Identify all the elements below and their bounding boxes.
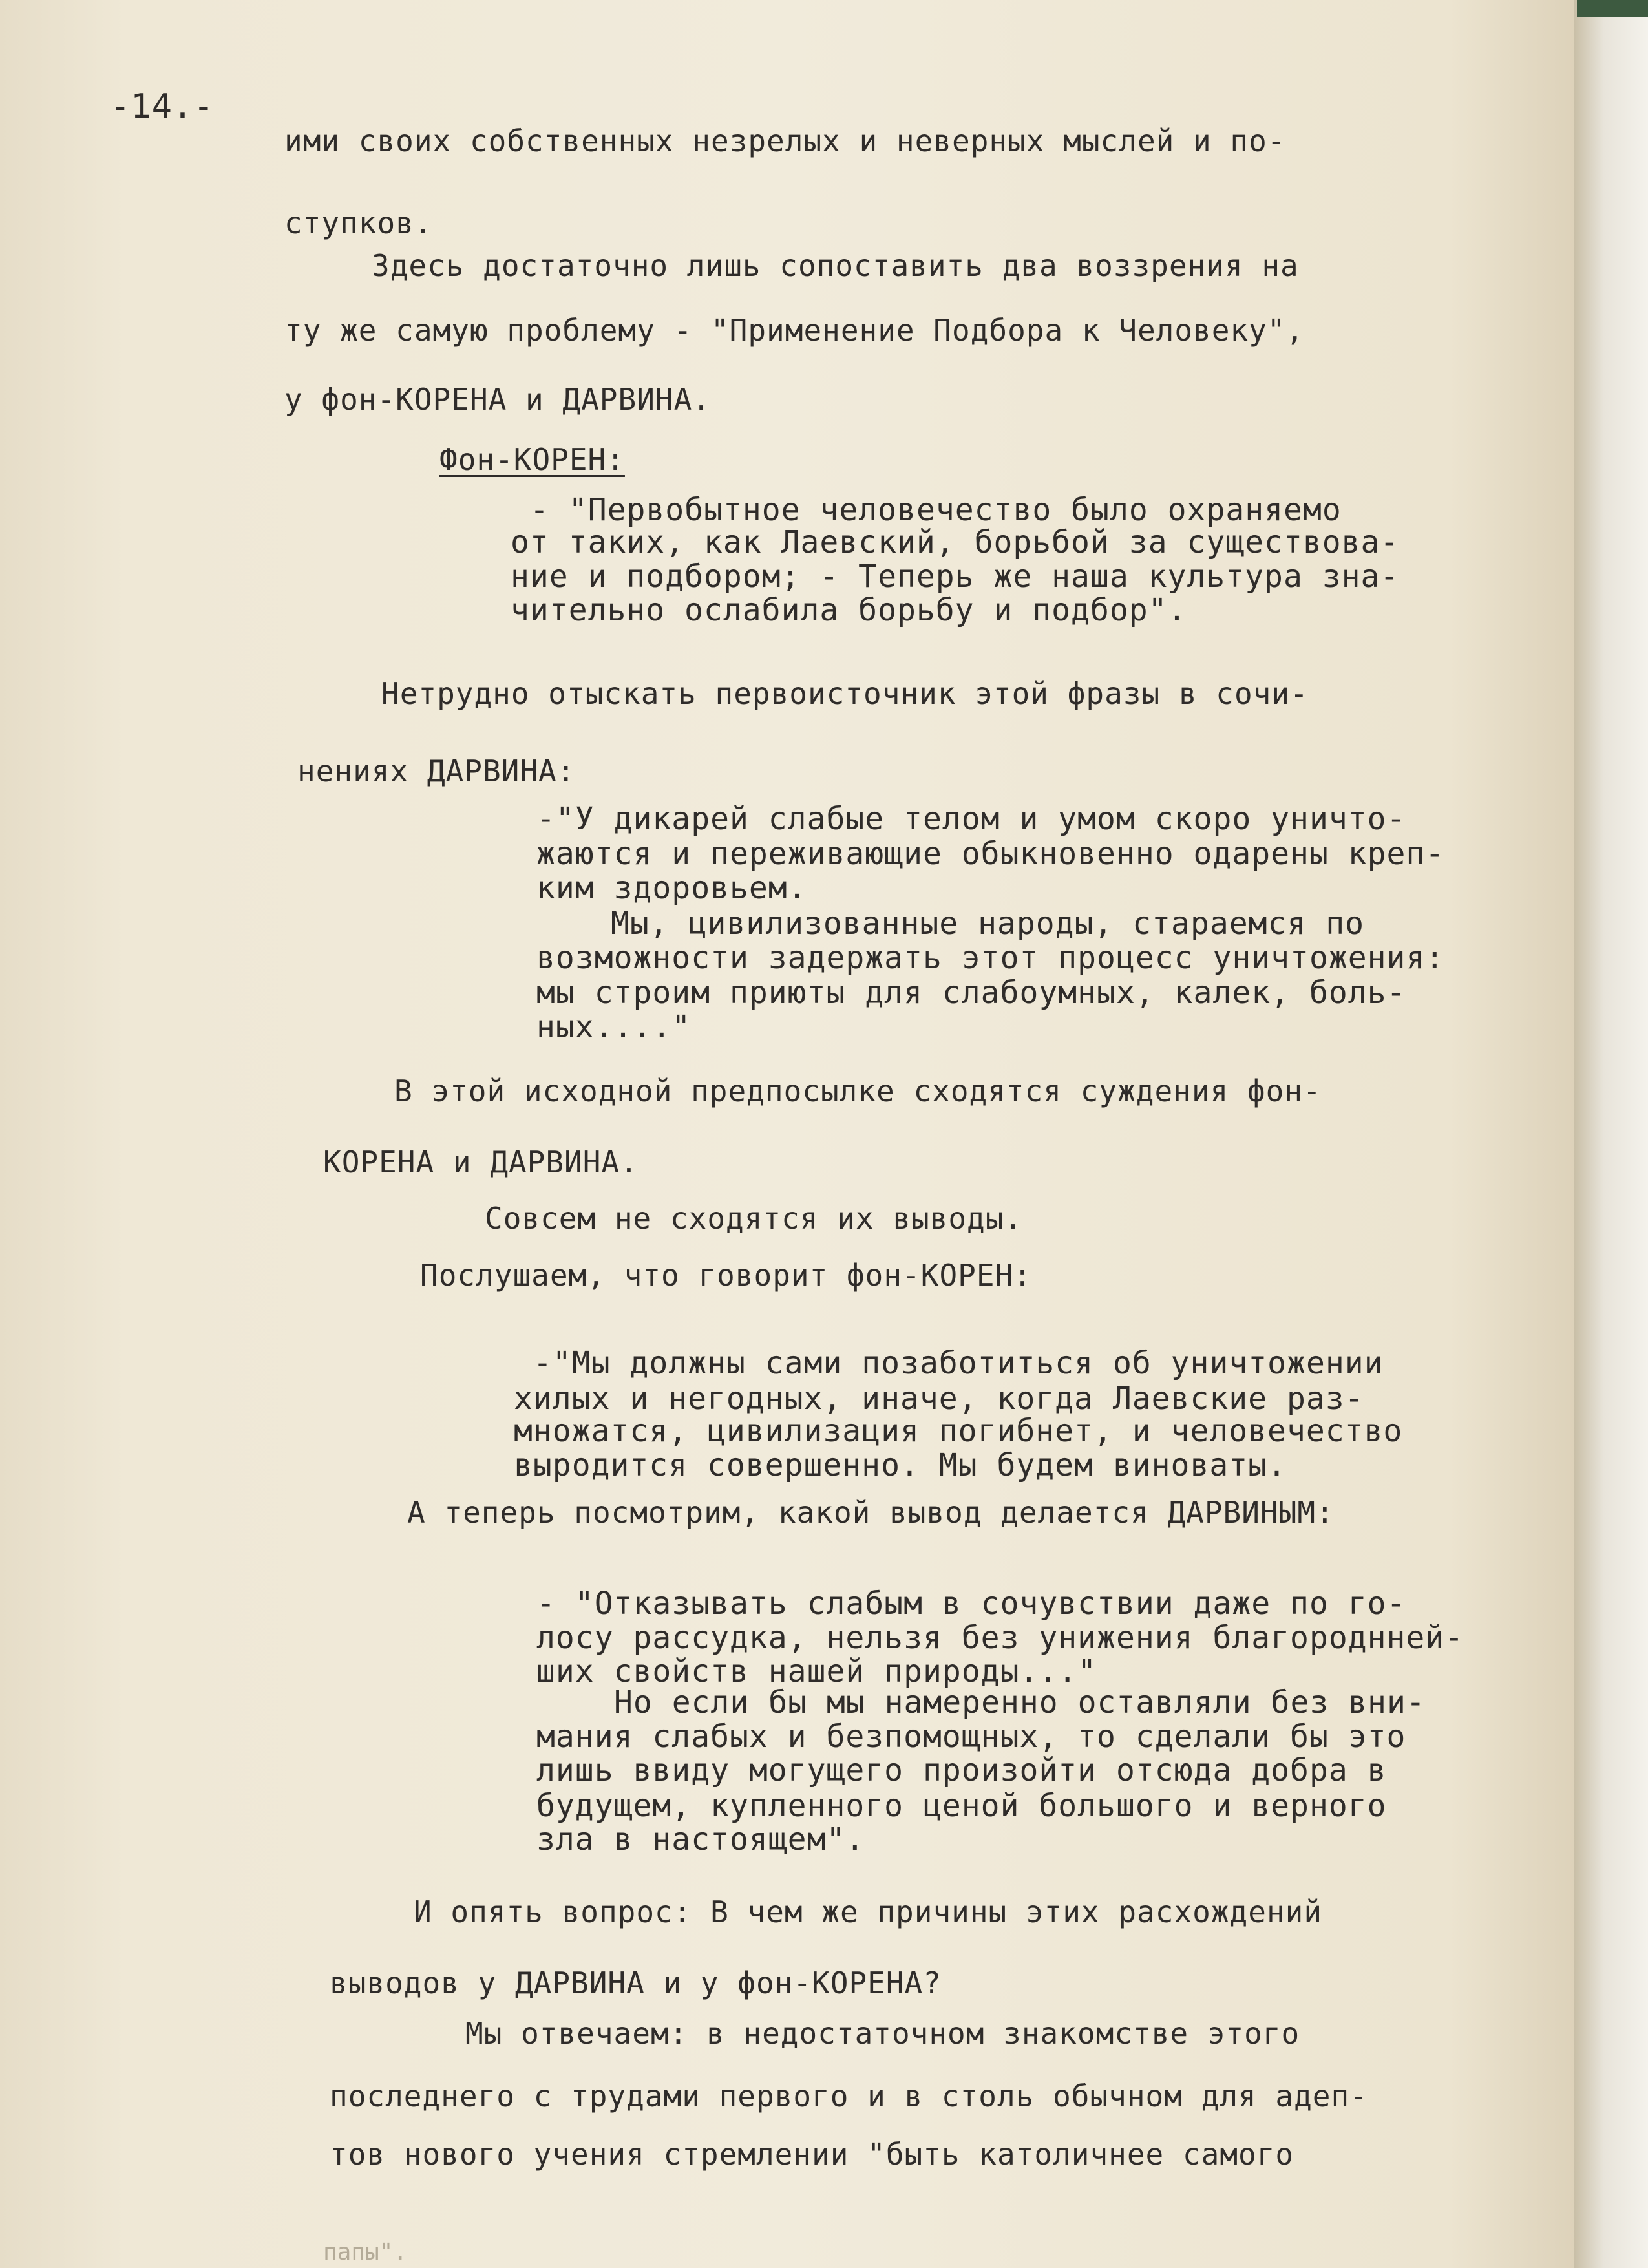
quote-line: - "Отказывать слабым в сочувствии даже по го-	[536, 1585, 1406, 1622]
quote-line: мы строим приюты для слабоумных, калек, боль-	[536, 975, 1406, 1011]
quote-line: от таких, как Лаевский, борьбой за существова-	[511, 524, 1400, 560]
quote-line: ших свойств нашей природы..."	[536, 1653, 1097, 1690]
quote-line: чительно ослабила борьбу и подбор".	[511, 592, 1187, 628]
quote-line: жаются и переживающие обыкновенно одарены креп-	[536, 836, 1445, 872]
page-number: -14.-	[110, 87, 215, 126]
quote-line: -"Мы должны сами позаботиться об уничтожении	[533, 1345, 1384, 1381]
background-edge	[1574, 0, 1648, 2268]
quote-line: множатся, цивилизация погибнет, и человечество	[514, 1413, 1403, 1449]
footer-fragment: папы".	[323, 2239, 408, 2265]
text-line: В этой исходной предпосылке сходятся суждения фон-	[394, 1074, 1322, 1108]
quote-line: ние и подбором; - Теперь же наша культура зна-	[511, 558, 1400, 595]
text-line: ими своих собственных незрелых и неверных мыслей и по-	[284, 123, 1286, 158]
text-line: у фон-КОРЕНА и ДАРВИНА.	[284, 382, 711, 417]
heading-von-koren: Фон-КОРЕН:	[439, 442, 625, 477]
text-line: последнего с трудами первого и в столь обычном для адеп-	[330, 2079, 1368, 2114]
text-line: И опять вопрос: В чем же причины этих расхождений	[414, 1894, 1323, 1929]
quote-line: мания слабых и безпомощных, то сделали бы это	[536, 1719, 1406, 1755]
quote-line: Но если бы мы намеренно оставляли без вни-	[614, 1684, 1426, 1721]
text-line: ту же самую проблему - "Применение Подбора к Человеку",	[284, 313, 1305, 348]
quote-line: возможности задержать этот процесс уничтожения:	[536, 940, 1445, 976]
text-line: Послушаем, что говорит фон-КОРЕН:	[420, 1258, 1032, 1293]
quote-line: зла в настоящем".	[536, 1821, 865, 1858]
background-corner	[1577, 0, 1648, 17]
quote-line: -"У дикарей слабые телом и умом скоро уничто-	[536, 801, 1406, 837]
text-line: КОРЕНА и ДАРВИНА.	[323, 1145, 639, 1180]
quote-line: хилых и негодных, иначе, когда Лаевские раз-	[514, 1381, 1364, 1417]
text-line: Совсем не сходятся их выводы.	[485, 1201, 1023, 1236]
quote-line: лишь ввиду могущего произойти отсюда добра в	[536, 1752, 1387, 1788]
quote-line: Мы, цивилизованные народы, стараемся по	[611, 906, 1365, 942]
quote-line: ким здоровьем.	[536, 870, 807, 906]
quote-line: ных...."	[536, 1009, 692, 1045]
text-line: ступков.	[284, 206, 433, 240]
text-line: тов нового учения стремлении "быть католичнее самого	[330, 2137, 1294, 2172]
text-line: А теперь посмотрим, какой вывод делается ДАРВИНЫМ:	[407, 1495, 1335, 1530]
quote-line: лосу рассудка, нельзя без унижения благороднней-	[536, 1620, 1464, 1656]
text-line: Нетрудно отыскать первоисточник этой фразы в сочи-	[381, 676, 1309, 711]
text-line: Мы отвечаем: в недостаточном знакомстве этого	[465, 2016, 1300, 2051]
text-line: выводов у ДАРВИНА и у фон-КОРЕНА?	[330, 1966, 942, 2000]
quote-line: будущем, купленного ценой большого и верного	[536, 1788, 1387, 1824]
text-line: нениях ДАРВИНА:	[297, 754, 576, 789]
quote-line: выродится совершенно. Мы будем виноваты.	[514, 1447, 1287, 1483]
quote-line: - "Первобытное человечество было охраняемо	[530, 492, 1342, 528]
text-line: Здесь достаточно лишь сопоставить два воззрения на	[372, 248, 1299, 283]
